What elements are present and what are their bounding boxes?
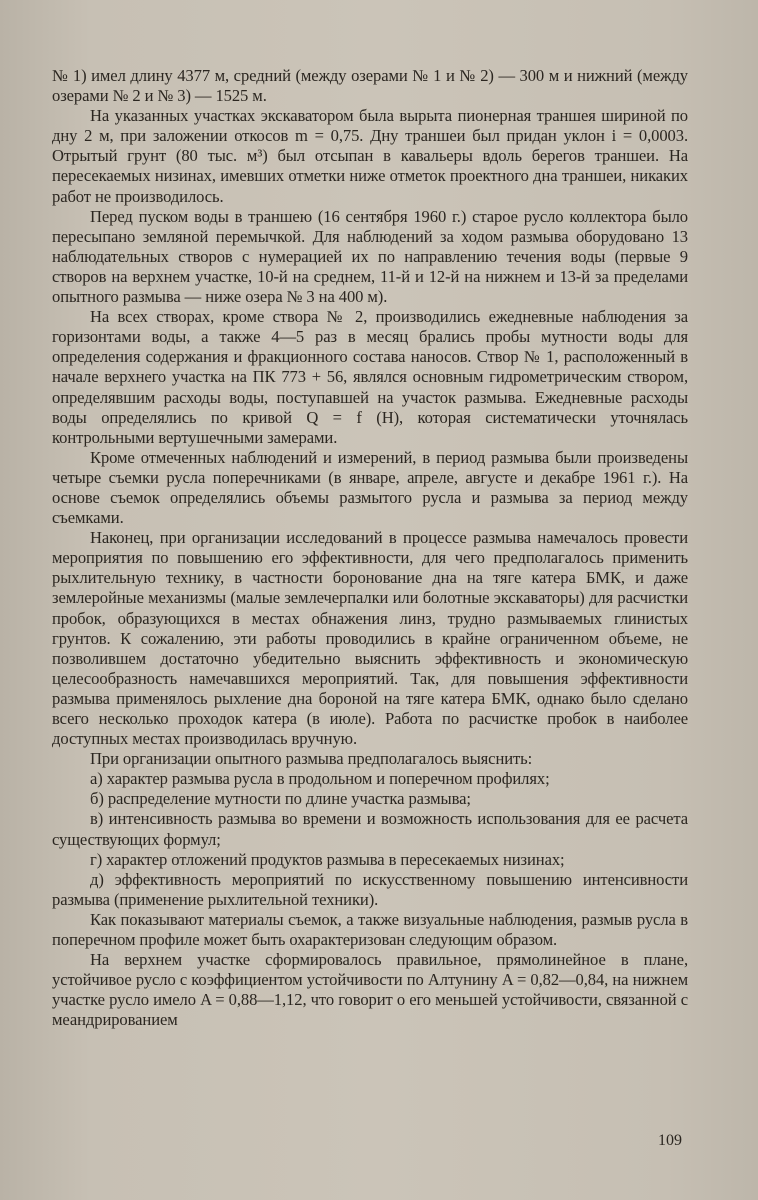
paragraph-surveys: Кроме отмеченных наблюдений и измерений, в период размыва были произведены четыре съемки русла поперечниками (в январе, апреле, августе и декабре 1961 г.). На основе съемок определялись объемы размытого русла и размыва за период между съемками.: [52, 447, 688, 528]
paragraph-continuation: № 1) имел длину 4377 м, средний (между озерами № 1 и № 2) — 300 м и нижний (между озерами № 2 и № 3) — 1525 м.: [52, 66, 688, 106]
paragraph-trench: На указанных участках экскаватором была вырыта пионерная траншея шириной по дну 2 м, при заложении откосов m = 0,75. Дну траншеи был придан уклон i = 0,0003. Отрытый грунт (80 тыс. м³) был отсыпан в кавальеры вдоль берегов траншеи. На пересекаемых низинах, имевших отметки ниже отметок проектного дна траншеи, никаких работ не производилось.: [52, 106, 688, 206]
list-item-d: д) эффективность мероприятий по искусственному повышению интенсивности размыва (применение рыхлительной техники).: [52, 869, 688, 909]
paragraph-observation-sections: Перед пуском воды в траншею (16 сентября 1960 г.) старое русло коллектора было пересыпано земляной перемычкой. Для наблюдений за ходом размыва оборудовано 13 наблюдательных створов с нумерацией их по направлению течения воды (первые 9 створов на верхнем участке, 10-й на среднем, 11-й и 12-й на нижнем и 13-й за пределами опытного размыва — ниже озера № 3 на 400 м).: [52, 206, 688, 307]
list-item-b: б) распределение мутности по длине участка размыва;: [90, 789, 471, 809]
list-item-a: а) характер размыва русла в продольном и поперечном профилях;: [90, 769, 550, 789]
paragraph-measures: Наконец, при организации исследований в процессе размыва намечалось провести мероприятия по повышению его эффективности, для чего предполагалось применить рыхлительную технику, в частности боронование дна на тяге катера БМК, и даже землеройные механизмы (малые землечерпалки или болотные экскаваторы) для расчистки пробок, образующихся в местах обнажения линз, трудно размываемых глинистых грунтов. К сожалению, эти работы проводились в крайне ограниченном объеме, не позволившем достаточно убедительно выяснить эффективность и экономическую целесообразность намечавшихся мероприятий. Так, для повышения эффективности размыва применялось рыхление дна бороной на тяге катера БМК, однако было сделано всего несколько проходок катера (в июле). Работа по расчистке пробок в наиболее доступных местах производилась вручную.: [52, 528, 688, 749]
paragraph-upper-section: На верхнем участке сформировалось правильное, прямолинейное в плане, устойчивое русло с коэффициентом устойчивости по Алтунину A = 0,82—0,84, на нижнем участке русло имело A = 0,88—1,12, что говорит о его меньшей устойчивости, связанной с меандрированием: [52, 950, 688, 1030]
body-text: [52, 66, 688, 1031]
paragraph-survey-results: Как показывают материалы съемок, а также визуальные наблюдения, размыв русла в поперечном профиле может быть охарактеризован следующим образом.: [52, 909, 688, 950]
paragraph-goals-intro: При организации опытного размыва предполагалось выяснить:: [90, 749, 533, 769]
page-number: 109: [658, 1132, 682, 1149]
list-item-v: в) интенсивность размыва во времени и возможность использования для ее расчета существующих формул;: [52, 809, 688, 849]
list-item-g: г) характер отложений продуктов размыва в пересекаемых низинах;: [90, 849, 565, 869]
paragraph-measurements: На всех створах, кроме створа № 2, производились ежедневные наблюдения за горизонтами воды, а также 4—5 раз в месяц брались пробы мутности воды для определения содержания и фракционного состава наносов. Створ № 1, расположенный в начале верхнего участка на ПК 773 + 56, являлся основным гидрометрическим створом, определявшим расходы воды, поступавшей на участок размыва. Ежедневные расходы воды определялись по кривой Q = f (H), которая систематически уточнялась контрольными вертушечными замерами.: [52, 307, 688, 447]
